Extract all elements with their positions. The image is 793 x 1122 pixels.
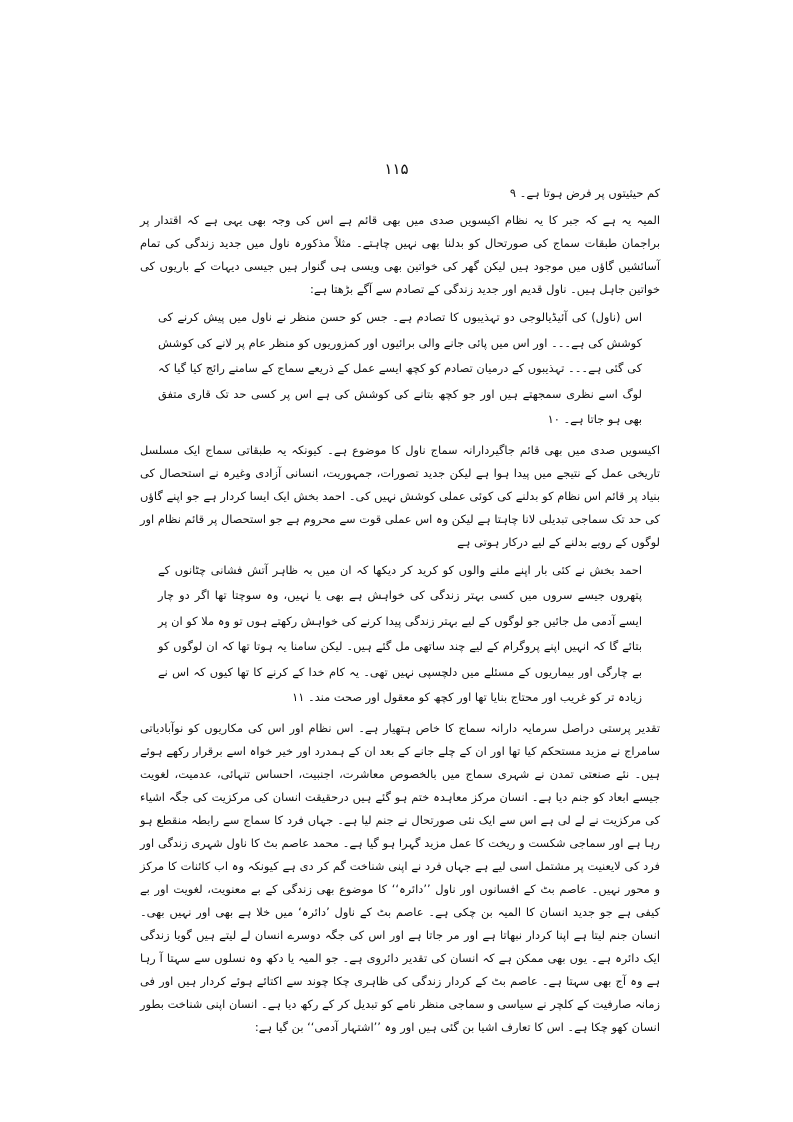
paragraph-4: تقدیر پرستی دراصل سرمایہ دارانہ سماج کا خاص ہتھیار ہے۔ اس نظام اور اس کی مکاریوں کو نوآبادیاتی سامراج نے مزید مستحکم کیا تھا اور ان کے چلے جانے کے بعد ان کے ہمدرد اور خیر خواہ اسے برقرار رکھے ہوئے ہیں۔ نئے صنعتی تمدن نے شہری سماج میں بالخصوص معاشرت، اجنبیت، احساس تنہائی، عدمیت، لغویت جیسے ابعاد کو جنم دیا ہے۔ انسان مرکز معاہدہ ختم ہو گئے ہیں درحقیقت انسان کی مرکزیت کی جگہ اشیاء کی مرکزیت نے لے لی ہے اس سے ایک نئی صورتحال نے جنم لیا ہے۔ جہاں فرد کا سماج سے رابطہ منقطع ہو رہا ہے اور سماجی شکست و ریخت کا عمل مزید گہرا ہو گیا ہے۔ محمد عاصم بٹ کا ناول شہری زندگی اور فرد کی لایعنیت پر مشتمل اسی لیے ہے جہاں فرد نے اپنی شناخت گم کر دی ہے کیونکہ وہ اب کائنات کا مرکز و محور نہیں۔ عاصم بٹ کے افسانوں اور ناول ’’دائرہ‘‘ کا موضوع بھی زندگی کے بے معنویت، لغویت اور بے کیفی ہے جو جدید انسان کا المیہ بن چکی ہے۔ عاصم بٹ کے ناول ’دائرہ‘ میں خلا ہے بھی اور نہیں بھی۔ انسان جنم لیتا ہے اپنا کردار نبھاتا ہے اور مر جاتا ہے اور اس کی جگہ دوسرے انسان لے لیتے ہیں گویا زندگی ایک دائرہ ہے۔ یوں بھی ممکن ہے کہ انسان کی تقدیر دائروی ہے۔ جو المیہ یا دکھ وہ نسلوں سے سہتا آ رہا ہے وہ آج بھی سہتا ہے۔ عاصم بٹ کے کردار زندگی کی ظاہری چکا چوند سے اکتائے ہوئے کردار ہیں اور فی زمانہ صارفیت کے کلچر نے سیاسی و سماجی منظر نامے کو تبدیل کر کے رکھ دیا ہے۔ انسان اپنی شناخت بطور انسان کھو چکا ہے۔ اس کا تعارف اشیا بن گئی ہیں اور وہ ’’اشتہار آدمی‘‘ بن گیا ہے: — [140, 720, 660, 1034]
paragraph-3: اکیسویں صدی میں بھی قائم جاگیردارانہ سماج ناول کا موضوع ہے۔ کیونکہ یہ طبقاتی سماج ایک مسلسل تاریخی عمل کے نتیجے میں پیدا ہوا ہے لیکن جدید تصورات، جمہوریت، انسانی آزادی وغیرہ نے استحصال کی بنیاد پر قائم اس نظام کو بدلنے کی کوئی عملی کوشش نہیں کی۔ احمد بخش ایک ایسا کردار ہے جو اپنے گاؤں کی حد تک سماجی تبدیلی لانا چاہتا ہے لیکن وہ اس عملی قوت سے محروم ہے جو استحصال پر قائم نظام اور لوگوں کے رویے بدلنے کے لیے درکار ہوتی ہے — [140, 442, 660, 549]
block-quote-1: اس (ناول) کی آئیڈیالوجی دو تہذیبوں کا تصادم ہے۔ جس کو حسن منظر نے ناول میں پیش کرنے کی کوشش کی ہے۔۔۔ اور اس میں پائی جانے والی برائیوں اور کمزوریوں کو منظر عام پر لانے کی کوشش کی گئی ہے۔۔۔ تہذیبوں کے درمیان تصادم کو کچھ ایسے عمل کے ذریعے سماج کے سامنے رائج کیا گیا کہ لوگ اسے نظری سمجھتے ہیں اور جو کچھ بتانے کی کوشش کی ہے اس پر کسی حد تک قاری متفق بھی ہو جاتا ہے۔ ۱۰ — [158, 310, 642, 426]
page-body — [140, 182, 660, 1041]
block-quote-2: احمد بخش نے کئی بار اپنے ملنے والوں کو کرید کر دیکھا کہ ان میں بہ ظاہر آتش فشانی چٹانوں کے پتھروں جیسے سروں میں کسی بہتر زندگی کی خواہش ہے بھی یا نہیں، وہ سوچتا تھا اگر دو چار ایسے آدمی مل جائیں جو لوگوں کے لیے بہتر زندگی پیدا کرنے کی خواہش رکھتے ہوں تو وہ ملا کو ان پر بتائے گا کہ انہیں اپنے پروگرام کے لیے چند ساتھی مل گئے ہیں۔ لیکن سامنا یہ ہوتا تھا کہ ان لوگوں کو بے چارگی اور بیماریوں کے مسئلے میں دلچسپی نہیں تھی۔ یہ کام خدا کے کرنے کا تھا کیوں کہ اس نے زیادہ تر کو غریب اور محتاج بنایا تھا اور کچھ کو معقول اور صحت مند۔ ۱۱ — [158, 562, 642, 704]
paragraph-1: کم حیثیتوں پر فرض ہوتا ہے۔ ۹ — [509, 186, 660, 200]
paragraph-2: المیہ یہ ہے کہ جبر کا یہ نظام اکیسویں صدی میں بھی قائم ہے اس کی وجہ بھی یہی ہے کہ اقتدار پر براجمان طبقات سماج کی صورتحال کو بدلنا بھی نہیں چاہتے۔ مثلاً مذکورہ ناول میں جدید زندگی کی تمام آسائشیں گاؤں میں موجود ہیں لیکن گھر کی خواتین بھی ویسی ہی گنوار ہیں جیسی دیہات کے باریوں کی خواتین جاہل ہیں۔ ناول قدیم اور جدید زندگی کے تصادم سے آگے بڑھتا ہے: — [140, 213, 660, 296]
page-number: ۱۱۵ — [384, 160, 409, 178]
